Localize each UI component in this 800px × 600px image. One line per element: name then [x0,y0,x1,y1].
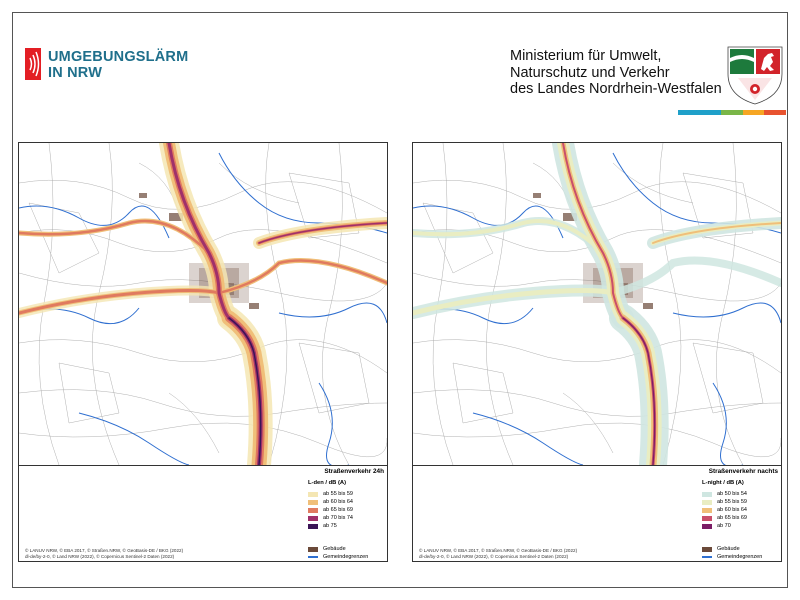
boundary-swatch [702,556,712,558]
brand-color-3 [721,110,743,115]
legend-title: Straßenverkehr nachts [708,468,778,475]
legend-class [702,498,778,506]
credits-night [419,548,577,559]
boundary-label: Gemeindegrenzen [717,554,763,560]
legend-unit: L-den / dB (A) [308,480,346,486]
ministry-line2: Naturschutz und Verkehr [510,64,670,81]
ministry-line1: Ministerium für Umwelt, [510,48,662,64]
legend-class [702,490,778,498]
legend-area [19,465,387,562]
credits-24h [25,548,183,559]
legend-swatch [702,492,712,497]
buildings-swatch [308,547,318,552]
credits-night-line2: dl-de/by-2-0, © Land NRW (2022), © Copernicus Sentinel-2 Daten (2022) [419,553,569,559]
legend-buildings [308,545,368,553]
brand-color-1 [678,110,700,115]
legend-swatch [702,524,712,529]
legend-title: Straßenverkehr 24h [324,468,384,475]
ministry-name [510,48,722,98]
credits-night-line1: © LANUV NRW, © EBA 2017, © Straßen.NRW, © GeoBasis-DE / BKG (2022) [419,548,578,553]
legend-class-label: ab 55 bis 59 [717,499,747,505]
noise-map-night[interactable] [413,143,781,465]
buildings-label: Gebäude [717,546,740,552]
logo-text [48,49,188,81]
legend-class [308,506,384,514]
legend-class [308,490,384,498]
legend-class [308,498,384,506]
credits-24h-line2: dl-de/by-2-0, © Land NRW (2022), © Copernicus Sentinel-2 Daten (2022) [25,553,175,559]
legend-swatch [702,508,712,513]
legend-class-label: ab 60 bis 64 [323,499,353,505]
legend-unit: L-night / dB (A) [702,480,744,486]
noise-map-24h[interactable] [19,143,387,465]
boundary-label: Gemeindegrenzen [323,554,369,560]
legend-class [308,522,384,530]
legend-swatch [308,524,318,529]
legend-swatch [702,516,712,521]
buildings-label: Gebäude [323,546,346,552]
brand-color-4 [743,110,765,115]
legend-swatch [308,508,318,513]
legend-class-label: ab 70 bis 74 [323,515,353,521]
legend-night [698,468,778,530]
legend-24h [304,468,384,530]
legend-swatch [308,516,318,521]
boundary-swatch [308,556,318,558]
legend-class-label: ab 60 bis 64 [717,507,747,513]
ministry-line3: des Landes Nordrhein-Westfalen [510,81,722,97]
legend-class-label: ab 65 bis 69 [323,507,353,513]
logo-line1: UMGEBUNGSLÄRM [48,49,189,65]
legend-buildings [702,545,762,553]
noise-map-24h-panel [18,142,388,562]
legend-class [308,514,384,522]
legend-area [413,465,781,562]
legend-swatch [308,492,318,497]
legend-boundaries [308,553,368,561]
legend-extra-night [702,545,762,561]
legend-class-label: ab 70 [717,523,731,529]
legend-swatch [308,500,318,505]
legend-class-label: ab 50 bis 54 [717,491,747,497]
legend-class [702,514,778,522]
legend-extra-24h [308,545,368,561]
nrw-crest-icon [724,44,786,111]
legend-class [702,506,778,514]
logo-line2: IN NRW [48,65,103,81]
legend-swatch [702,500,712,505]
credits-24h-line1: © LANUV NRW, © EBA 2017, © Straßen.NRW, © GeoBasis-DE / BKG (2022) [25,548,184,553]
legend-class-label: ab 75 [323,523,337,529]
legend-boundaries [702,553,762,561]
brand-color-5 [764,110,786,115]
legend-class [702,522,778,530]
legend-class-label: ab 65 bis 69 [717,515,747,521]
buildings-swatch [702,547,712,552]
legend-class-label: ab 55 bis 59 [323,491,353,497]
noise-map-night-panel [412,142,782,562]
brand-color-2 [700,110,722,115]
sound-wave-icon [25,48,41,80]
brand-color-bar [678,110,786,115]
